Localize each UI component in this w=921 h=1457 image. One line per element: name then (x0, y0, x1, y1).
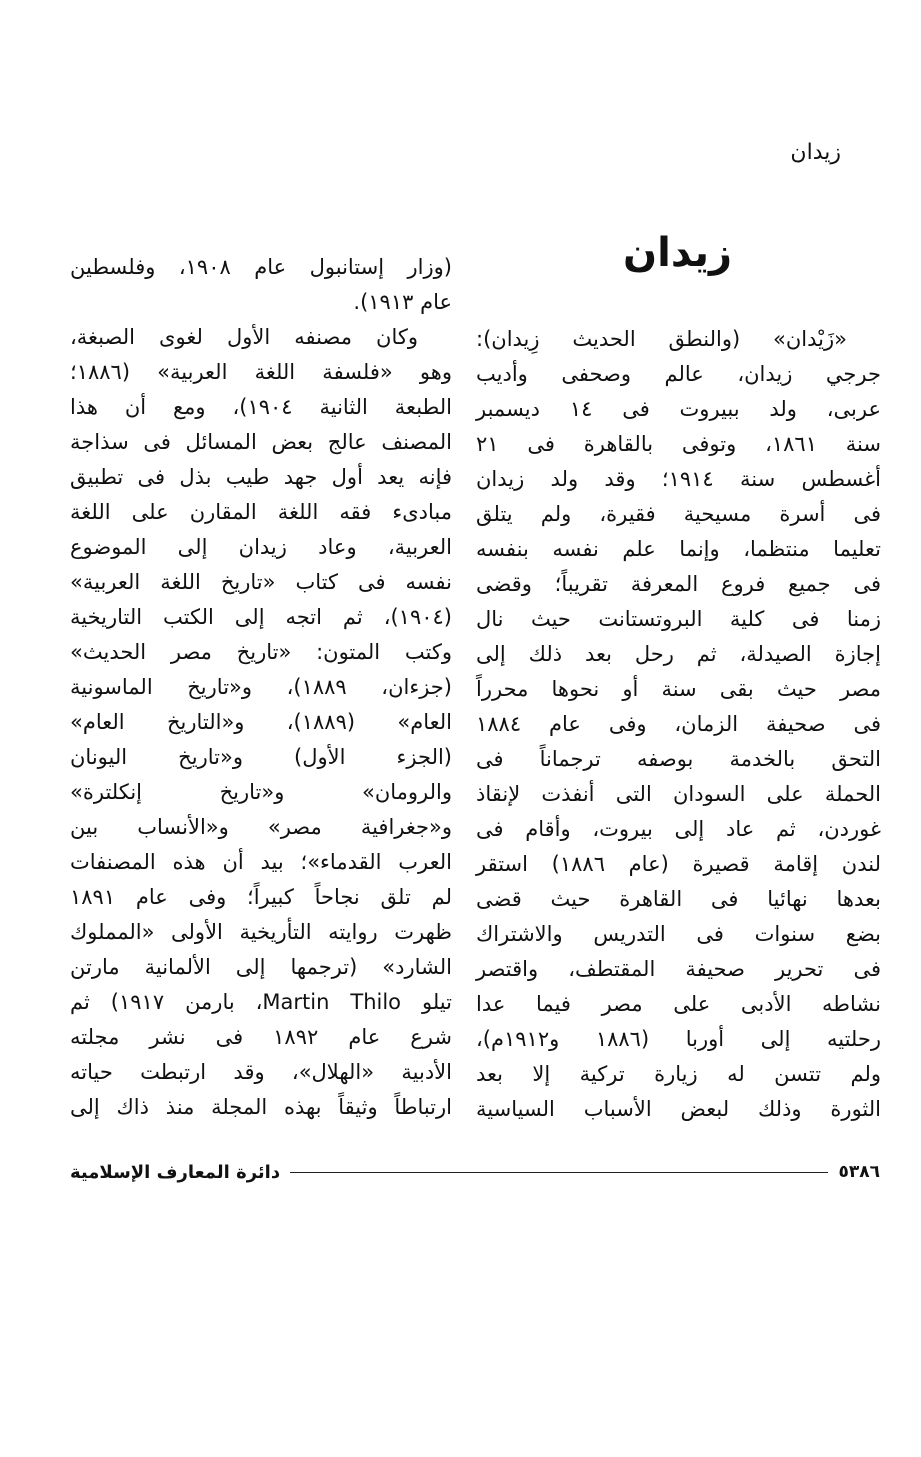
article-title: زيدان (622, 230, 732, 276)
text-line: الثورة وذلك لبعض الأسباب السياسية (476, 1097, 881, 1121)
text-line: وكتب المتون: «تاريخ مصر الحديث» (70, 640, 452, 664)
text-line: (الجزء الأول) و«تاريخ اليونان (70, 745, 452, 769)
text-line: لم تلق نجاحاً كبيراً؛ وفى عام ١٨٩١ (70, 885, 452, 909)
text-line: الطبعة الثانية ١٩٠٤)، ومع أن هذا (70, 395, 452, 419)
text-line: المصنف عالج بعض المسائل فى سذاجة (70, 430, 452, 454)
text-line: العام» (١٨٨٩)، و«التاريخ العام» (70, 710, 453, 734)
text-line: الأدبية «الهلال»، وقد ارتبطت حياته (70, 1060, 452, 1084)
text-line: (جزءان، ١٨٨٩)، و«تاريخ الماسونية (70, 675, 452, 699)
text-line: غوردن، ثم عاد إلى بيروت، وأقام فى (476, 817, 881, 841)
text-line: بعدها نهائيا فى القاهرة حيث قضى (476, 887, 881, 911)
text-line: ارتباطاً وثيقاً بهذه المجلة منذ ذاك إلى (70, 1095, 452, 1119)
text-line: فإنه يعد أول جهد طيب بذل فى تطبيق (70, 465, 452, 489)
text-line: سنة ١٨٦١، وتوفى بالقاهرة فى ٢١ (476, 432, 881, 456)
text-line: العرب القدماء»؛ بيد أن هذه المصنفات (70, 850, 452, 874)
running-head: زيدان (790, 140, 841, 165)
text-line: «زَيْدان» (والنطق الحديث زِيدان): (476, 327, 847, 351)
text-line: فى صحيفة الزمان، وفى عام ١٨٨٤ (476, 712, 881, 736)
journal-name: دائرة المعارف الإسلامية (70, 1161, 281, 1183)
text-line: ولم تتسن له زيارة تركية إلا بعد (476, 1062, 881, 1086)
text-line: عام ١٩١٣). (353, 290, 452, 314)
text-line: والرومان» و«تاريخ إنكلترة» (70, 780, 452, 804)
footer-rule (290, 1172, 828, 1173)
text-line: العربية، وعاد زيدان إلى الموضوع (70, 535, 452, 559)
text-line: لندن إقامة قصيرة (عام ١٨٨٦) استقر (476, 852, 881, 876)
text-line: الشارد» (ترجمها إلى الألمانية مارتن (70, 955, 452, 979)
text-line: بضع سنوات فى التدريس والاشتراك (476, 922, 881, 946)
page-footer (70, 1160, 880, 1184)
text-line: (وزار إستانبول عام ١٩٠٨، وفلسطين (70, 255, 452, 279)
page-number: ٥٣٨٦ (838, 1162, 880, 1182)
text-line: مبادىء فقه اللغة المقارن على اللغة (70, 500, 452, 524)
text-line: التحق بالخدمة بوصفه ترجماناً فى (476, 747, 881, 771)
text-line: تيلو Martin Thilo، بارمن ١٩١٧) ثم (70, 990, 452, 1014)
text-line: وكان مصنفه الأول لغوى الصبغة، (70, 325, 418, 349)
text-line: وهو «فلسفة اللغة العربية» (١٨٨٦؛ (70, 360, 452, 384)
text-line: إجازة الصيدلة، ثم رحل بعد ذلك إلى (476, 642, 881, 666)
text-line: نشاطه الأدبى على مصر فيما عدا (476, 992, 881, 1016)
text-line: مصر حيث بقى سنة أو نحوها محرراً (476, 677, 881, 701)
text-line: الحملة على السودان التى أنفذت لإنقاذ (476, 782, 881, 806)
text-line: نفسه فى كتاب «تاريخ اللغة العربية» (70, 570, 452, 594)
text-line: جرجي زيدان، عالم وصحفى وأديب (476, 362, 881, 386)
text-line: فى أسرة مسيحية فقيرة، ولم يتلق (476, 502, 881, 526)
text-line: شرع عام ١٨٩٢ فى نشر مجلته (70, 1025, 452, 1049)
text-line: ظهرت روايته التأريخية الأولى «المملوك (70, 920, 452, 944)
text-line: و«جغرافية مصر» و«الأنساب بين (70, 815, 452, 839)
text-line: أغسطس سنة ١٩١٤؛ وقد ولد زيدان (476, 467, 881, 491)
text-line: تعليما منتظما، وإنما علم نفسه بنفسه (476, 537, 881, 561)
text-line: عربى، ولد ببيروت فى ١٤ ديسمبر (476, 397, 881, 421)
text-line: رحلتيه إلى أوربا (١٨٨٦ و١٩١٢م)، (476, 1027, 881, 1051)
left-column (70, 250, 452, 1125)
text-line: فى تحرير صحيفة المقتطف، واقتصر (476, 957, 881, 981)
text-line: زمنا فى كلية البروتستانت حيث نال (476, 607, 881, 631)
text-line: (١٩٠٤)، ثم اتجه إلى الكتب التاريخية (70, 605, 452, 629)
right-column (476, 322, 881, 1127)
text-line: فى جميع فروع المعرفة تقريباً؛ وقضى (476, 572, 881, 596)
